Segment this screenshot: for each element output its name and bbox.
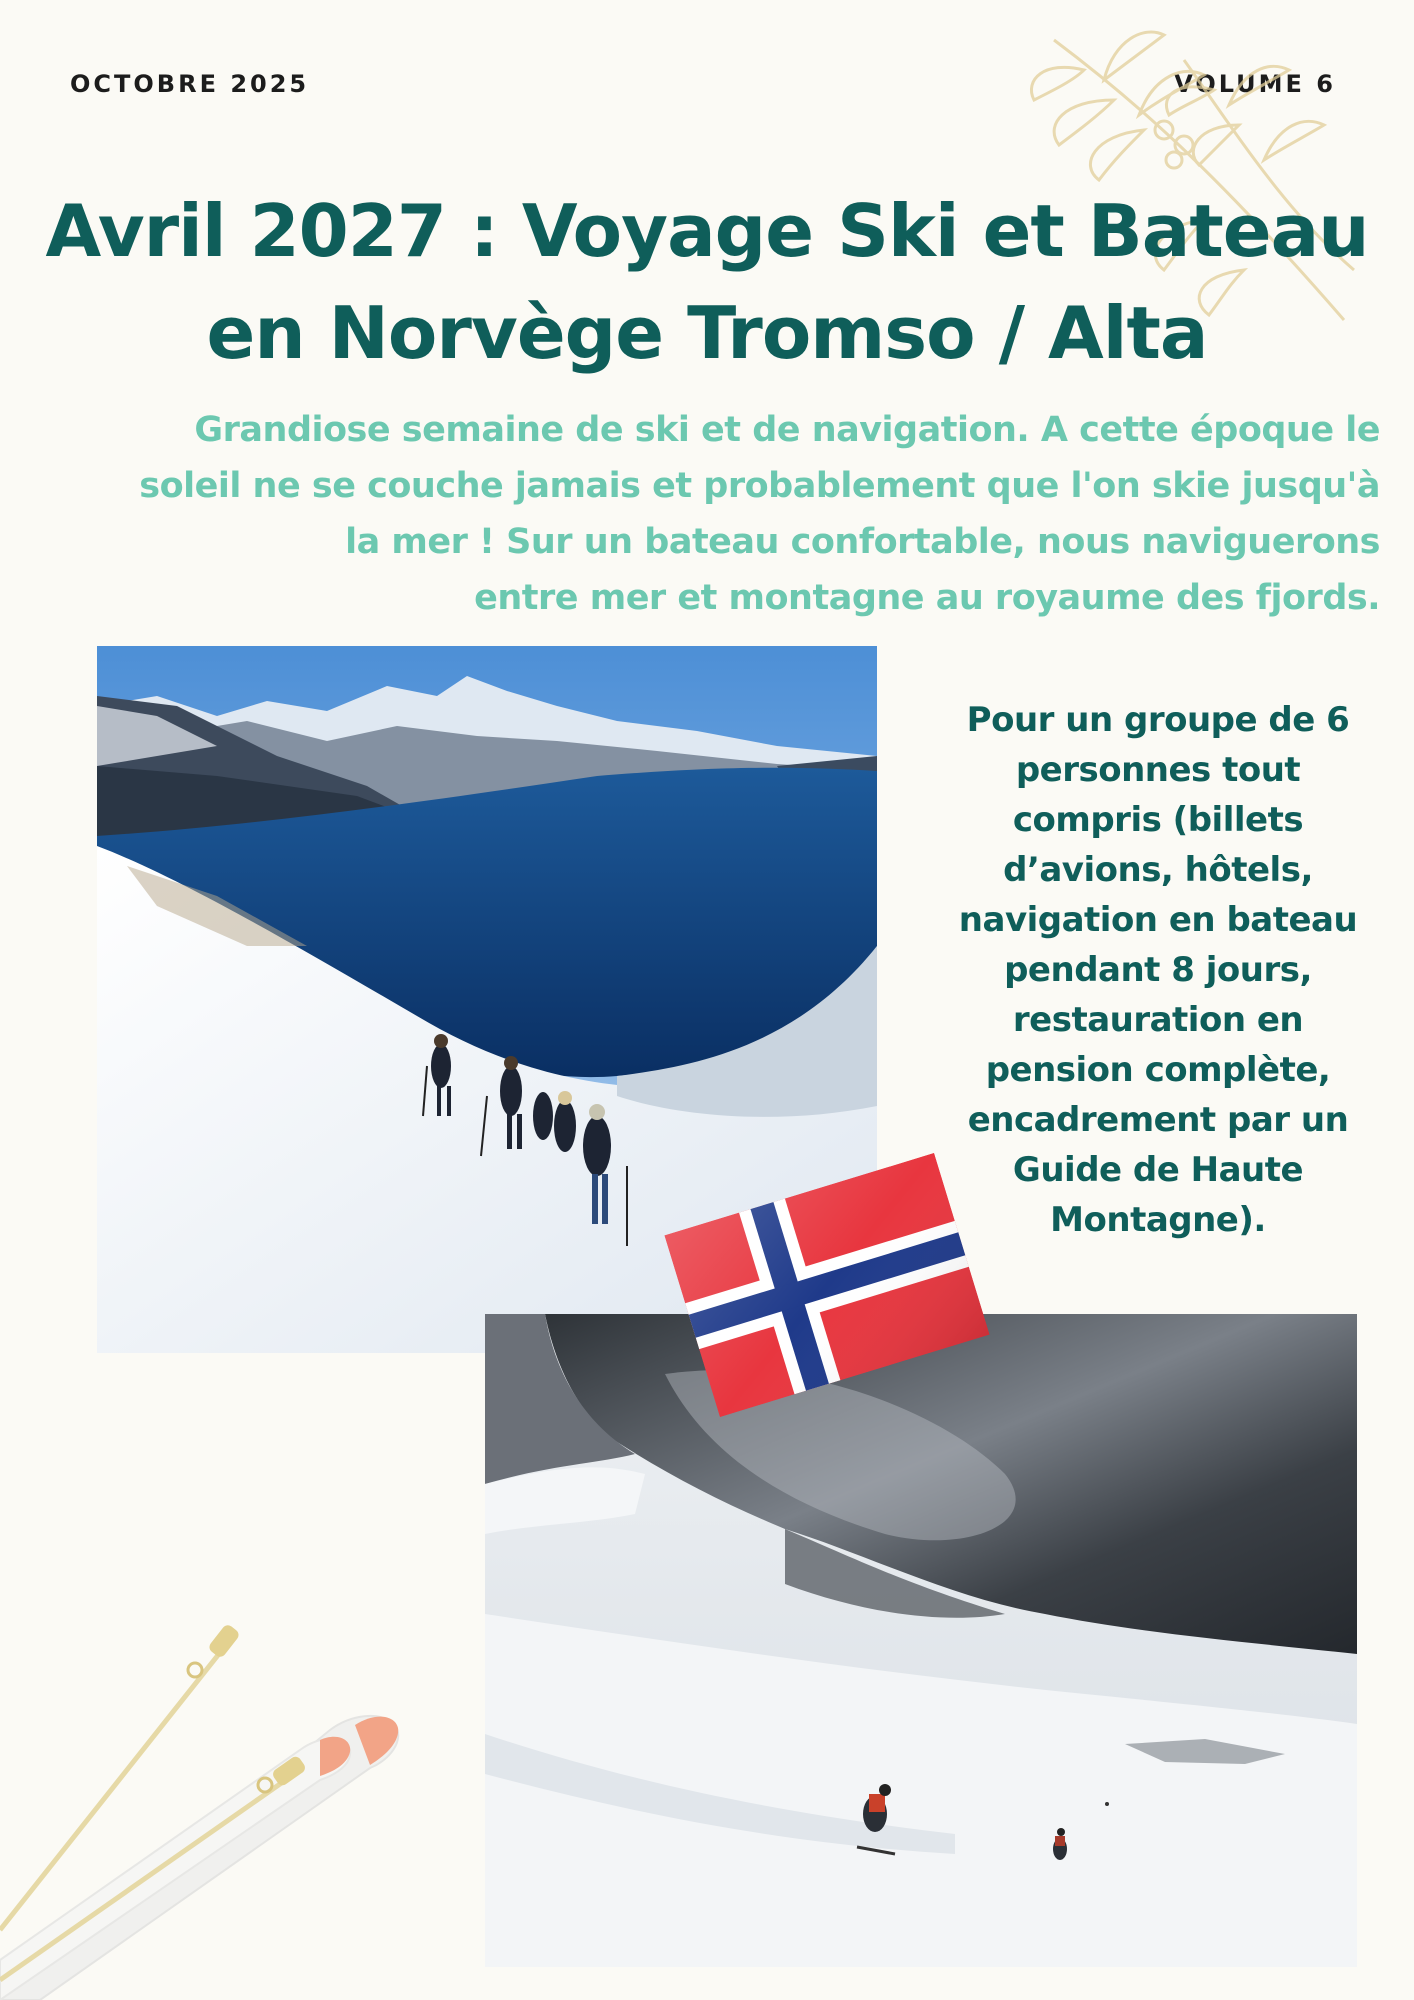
offer-line-6: pendant 8 jours, [1004, 950, 1312, 990]
title-line-1: Avril 2027 : Voyage Ski et Bateau [45, 189, 1369, 273]
offer-line-7: restauration en [1012, 1000, 1304, 1040]
skis-and-poles-icon [0, 1600, 420, 2000]
offer-line-11: Montagne). [1050, 1200, 1266, 1240]
offer-line-8: pension complète, [985, 1050, 1331, 1090]
ski-descent-sea-photo [485, 1314, 1357, 1967]
offer-line-10: Guide de Haute [1012, 1150, 1304, 1190]
intro-line-3: la mer ! Sur un bateau confortable, nous naviguerons [345, 522, 1380, 562]
offer-line-4: d’avions, hôtels, [1003, 850, 1313, 890]
title-line-2: en Norvège Tromso / Alta [206, 291, 1208, 375]
page-title [40, 180, 1374, 384]
offer-line-5: navigation en bateau [958, 900, 1358, 940]
issue-volume: VOLUME 6 [1174, 70, 1336, 98]
intro-paragraph [60, 402, 1380, 626]
issue-date: OCTOBRE 2025 [70, 70, 310, 98]
group-offer-text [948, 695, 1368, 1245]
intro-line-1: Grandiose semaine de ski et de navigation. A cette époque le [194, 410, 1380, 450]
offer-line-2: personnes tout [1015, 750, 1301, 790]
intro-line-2: soleil ne se couche jamais et probablement que l'on skie jusqu'à [139, 466, 1380, 506]
offer-line-3: compris (billets [1012, 800, 1304, 840]
intro-line-4: entre mer et montagne au royaume des fjords. [474, 578, 1380, 618]
offer-line-1: Pour un groupe de 6 [966, 700, 1350, 740]
offer-line-9: encadrement par un [967, 1100, 1349, 1140]
